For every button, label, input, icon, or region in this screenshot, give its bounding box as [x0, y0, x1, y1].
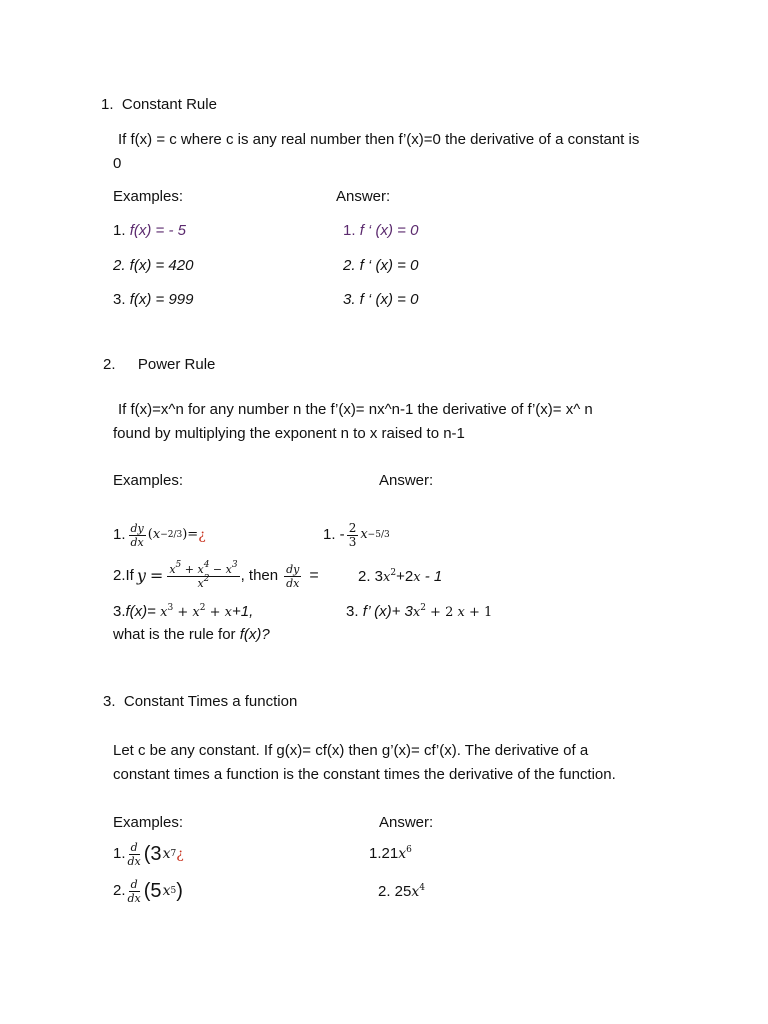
- section-3-title: Constant Times a function: [123, 693, 298, 710]
- section-1-answer-2: 2. f ‘ (x) = 0: [343, 257, 419, 274]
- expression-end: ): [176, 880, 183, 902]
- fraction-denominator: 3: [348, 534, 357, 549]
- exponent: 2: [390, 568, 397, 578]
- section-3-description-line-1: Let c be any constant. If g(x)= cf(x) then g’(x)= cf’(x). The derivative of a: [113, 742, 589, 759]
- section-2-description-line-1: If f(x)=x^n for any number n the f’(x)= nx^n-1 the derivative of f’(x)= x^ n: [118, 401, 593, 418]
- fraction-denominator: [195, 573, 211, 590]
- exponent: 5: [175, 559, 182, 570]
- term-x: x: [162, 883, 171, 899]
- fraction-denominator: dx: [130, 535, 144, 549]
- expression-tail: )=: [182, 527, 199, 542]
- base-variable: x: [152, 527, 161, 542]
- section-1-heading: [101, 96, 217, 114]
- section-2-example-2: [113, 557, 319, 595]
- exponent: 4: [419, 883, 426, 893]
- fraction-denominator: dx: [127, 854, 141, 868]
- fraction-numerator: dy: [130, 521, 144, 535]
- exponent: 4: [203, 559, 210, 570]
- section-2-examples-label: Examples:: [113, 472, 184, 489]
- equals-sign: =: [149, 566, 164, 585]
- fraction-denominator: dx: [286, 576, 300, 590]
- section-1-title: Constant Rule: [121, 96, 217, 113]
- section-1-answer-label: Answer:: [336, 188, 391, 205]
- plus: +: [173, 605, 193, 620]
- exponent: 3: [167, 603, 174, 613]
- section-2-answer-2: [358, 568, 442, 587]
- quotient-fraction: [167, 559, 239, 590]
- function-name: f(x): [125, 603, 148, 620]
- section-3-number: 3.: [103, 693, 116, 710]
- answer-tail: - 1: [420, 568, 443, 585]
- section-3-answer-label: Answer:: [379, 814, 434, 831]
- term-x: x: [383, 570, 391, 585]
- answer-middle: + 2: [425, 605, 458, 620]
- example-number: 2.: [113, 882, 126, 899]
- section-1-description-line-2: 0: [113, 155, 122, 172]
- example-prefix: 3.: [113, 603, 126, 620]
- section-1-example-2: 2. f(x) = 420: [113, 257, 194, 274]
- answer-number: 1.: [343, 222, 356, 239]
- section-2-heading: [103, 356, 215, 374]
- term-x: x: [457, 605, 465, 620]
- term-x: x: [412, 605, 421, 620]
- exponent: 2: [203, 573, 210, 584]
- section-2-number: 2.: [103, 356, 116, 373]
- answer-prefix: 2. 3: [358, 568, 384, 585]
- section-2-answer-1: 1. - $\frac{2}{3}$ x −5/3: [323, 520, 390, 549]
- section-2-answer-3: [346, 603, 492, 622]
- term-x: x: [192, 605, 200, 620]
- derivative-fraction: [126, 878, 143, 905]
- answer-function: f’ (x)+ 3: [362, 603, 413, 620]
- term-x: x: [169, 562, 176, 576]
- example-number: 1.: [113, 845, 126, 862]
- section-1-example-1: [113, 222, 186, 240]
- exponent: 2: [420, 603, 426, 613]
- term-x: x: [224, 605, 232, 620]
- answer-number: 1. -: [323, 526, 345, 543]
- paren-open: (: [147, 527, 153, 542]
- fraction-numerator: dy: [286, 562, 300, 576]
- derivative-fraction: [284, 563, 301, 590]
- section-3-example-2: 2. $\frac{d}{dx}$ (5 x 5 ): [113, 877, 183, 905]
- answer-fraction: [347, 522, 359, 549]
- answer-prefix: 1.21: [369, 845, 399, 862]
- example-number: 1.: [113, 526, 126, 543]
- then-text: , then: [240, 567, 279, 584]
- section-3-description-line-2: constant times a function is the constant times the derivative of the function.: [113, 766, 616, 783]
- term-x: x: [197, 576, 204, 590]
- section-1-examples-label: Examples:: [113, 188, 184, 205]
- section-2-example-1: 1. $\frac{dy}{dx}$ ( x −2/3 )= ¿: [113, 521, 206, 549]
- exponent: 6: [406, 845, 412, 855]
- section-2-title: Power Rule: [137, 356, 216, 373]
- term-x: x: [160, 605, 168, 620]
- example-expression: f(x) = 999: [129, 291, 194, 308]
- section-3-examples-label: Examples:: [113, 814, 184, 831]
- fraction-denominator: dx: [127, 891, 141, 905]
- section-1-answer-3: 3. f ‘ (x) = 0: [343, 291, 419, 308]
- section-1-number: 1.: [101, 96, 114, 113]
- expression-tail: +1,: [231, 603, 254, 620]
- section-1-description-line-1: If f(x) = c where c is any real number then f’(x)=0 the derivative of a constant is: [118, 131, 640, 148]
- term-x: x: [413, 570, 421, 585]
- answer-prefix: 3.: [346, 603, 363, 620]
- exponent: 2: [199, 603, 206, 613]
- section-2-description-line-2: found by multiplying the exponent n to x raised to n-1: [113, 425, 465, 442]
- term-x: x: [398, 846, 407, 862]
- answer-expression: f ‘ (x) = 0: [359, 222, 419, 239]
- section-1-answer-1: [343, 222, 418, 240]
- example-number: 1.: [113, 222, 126, 239]
- expression-start: (5: [143, 880, 162, 902]
- term-x: x: [411, 884, 420, 900]
- term-x: + x: [184, 562, 204, 576]
- term-x: − x: [212, 562, 232, 576]
- question-function: f(x)?: [239, 626, 270, 643]
- section-3-heading: [103, 693, 297, 711]
- plus: +: [205, 605, 225, 620]
- section-2-question: [113, 626, 270, 644]
- example-number: 3.: [113, 291, 126, 308]
- derivative-fraction: [126, 841, 143, 868]
- section-3-example-1: 1. $\frac{d}{dx}$ (3 x 7 ¿: [113, 840, 184, 868]
- fraction-numerator: d: [130, 877, 138, 891]
- section-2-example-3: [113, 603, 253, 622]
- equals-sign: =: [309, 567, 319, 584]
- question-text: what is the rule for: [113, 626, 240, 643]
- equals-text: =: [147, 603, 161, 620]
- section-3-answer-2: [378, 883, 425, 901]
- rendering-glyph: ¿: [176, 846, 184, 862]
- rendering-glyph: ¿: [198, 527, 206, 543]
- answer-prefix: 2. 25: [378, 883, 412, 900]
- fraction-numerator: d: [130, 840, 138, 854]
- section-2-answer-label: Answer:: [379, 472, 434, 489]
- term-x: x: [162, 846, 171, 862]
- base-variable: x: [360, 527, 368, 542]
- exponent: 3: [231, 559, 238, 570]
- expression-start: (3: [143, 843, 162, 865]
- derivative-fraction: [129, 522, 146, 549]
- example-expression: f(x) = - 5: [129, 222, 186, 239]
- example-prefix: 2.If: [113, 567, 134, 584]
- y-variable: y: [136, 566, 146, 585]
- answer-middle: +2: [396, 568, 414, 585]
- section-3-answer-1: [369, 845, 412, 863]
- fraction-numerator: 2: [348, 520, 357, 535]
- answer-tail: + 1: [464, 605, 493, 620]
- section-1-example-3: [113, 291, 193, 309]
